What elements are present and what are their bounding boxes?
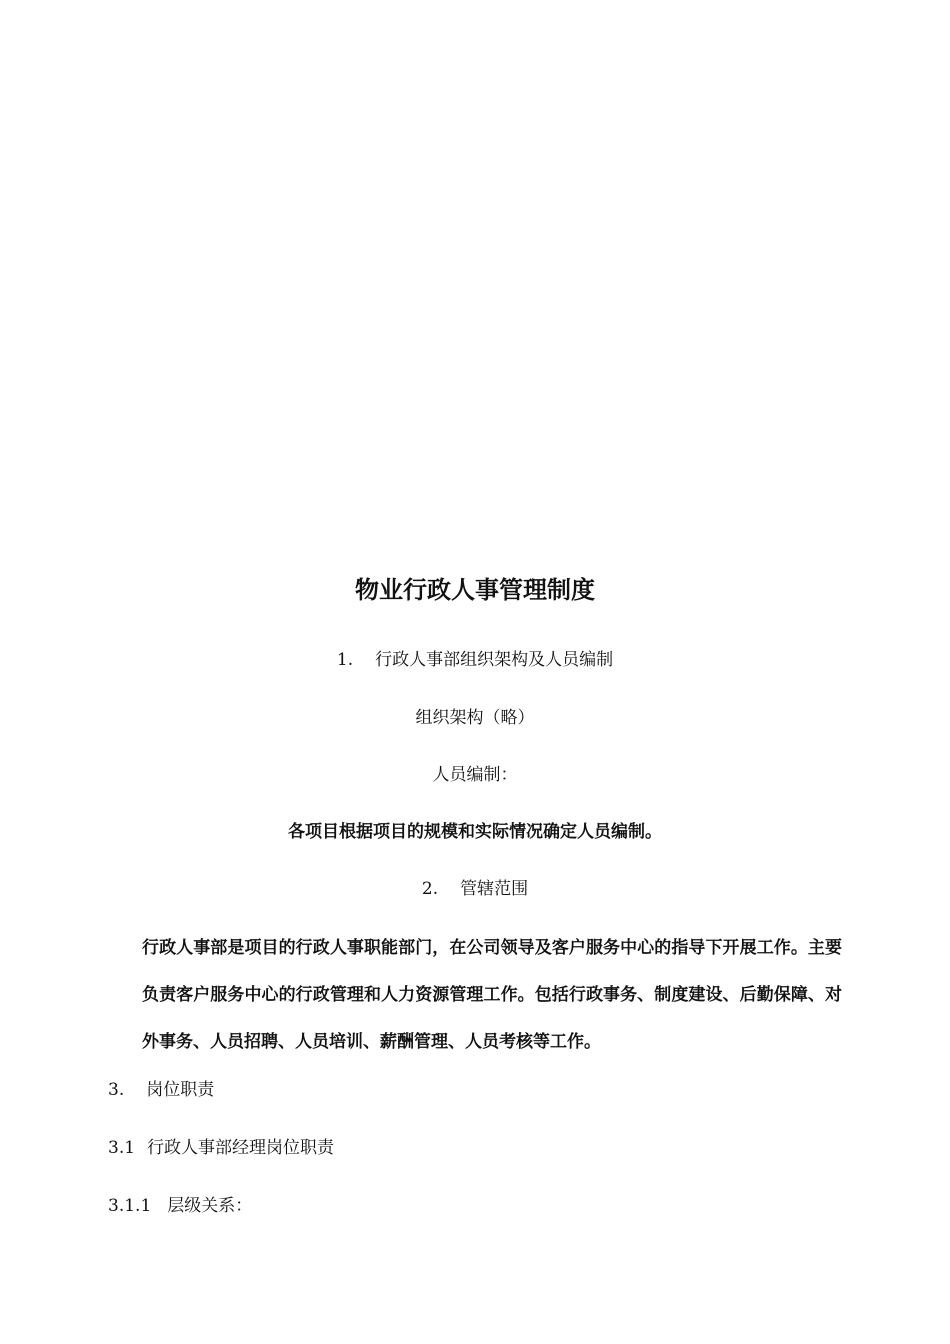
section-3-1-number: 3.1: [108, 1138, 136, 1158]
scope-paragraph: 行政人事部是项目的行政人事职能部门，在公司领导及客户服务中心的指导下开展工作。主要负责客户服务中心的行政管理和人力资源管理工作。包括行政事务、制度建设、后勤保障、对外事务、人员招聘、人员培训、薪酬管理、人员考核等工作。: [142, 938, 842, 1052]
section-2-title: 管辖范围: [460, 879, 529, 899]
section-1-title: 行政人事部组织架构及人员编制: [375, 650, 614, 670]
section-3-1-1-heading: [108, 1198, 252, 1215]
org-chart-line: 组织架构（略）: [415, 708, 535, 728]
section-2-number: 2.: [421, 879, 439, 899]
section-3-1-heading: [108, 1140, 334, 1157]
section-1-heading: [0, 652, 950, 669]
section-1-number: 1.: [336, 650, 354, 670]
section-3-1-title: 行政人事部经理岗位职责: [147, 1138, 335, 1158]
staffing-text: 各项目根据项目的规模和实际情况确定人员编制。: [288, 822, 662, 842]
section-3-1-1-number: 3.1.1: [108, 1196, 152, 1216]
section-3-title: 岗位职责: [146, 1080, 215, 1100]
staffing-label: 人员编制：: [432, 765, 518, 785]
section-3-heading: [108, 1082, 214, 1099]
section-3-number: 3.: [108, 1080, 125, 1100]
document-title: 物业行政人事管理制度: [355, 576, 595, 604]
section-3-1-1-title: 层级关系：: [167, 1196, 253, 1216]
section-2-heading: [0, 881, 950, 898]
